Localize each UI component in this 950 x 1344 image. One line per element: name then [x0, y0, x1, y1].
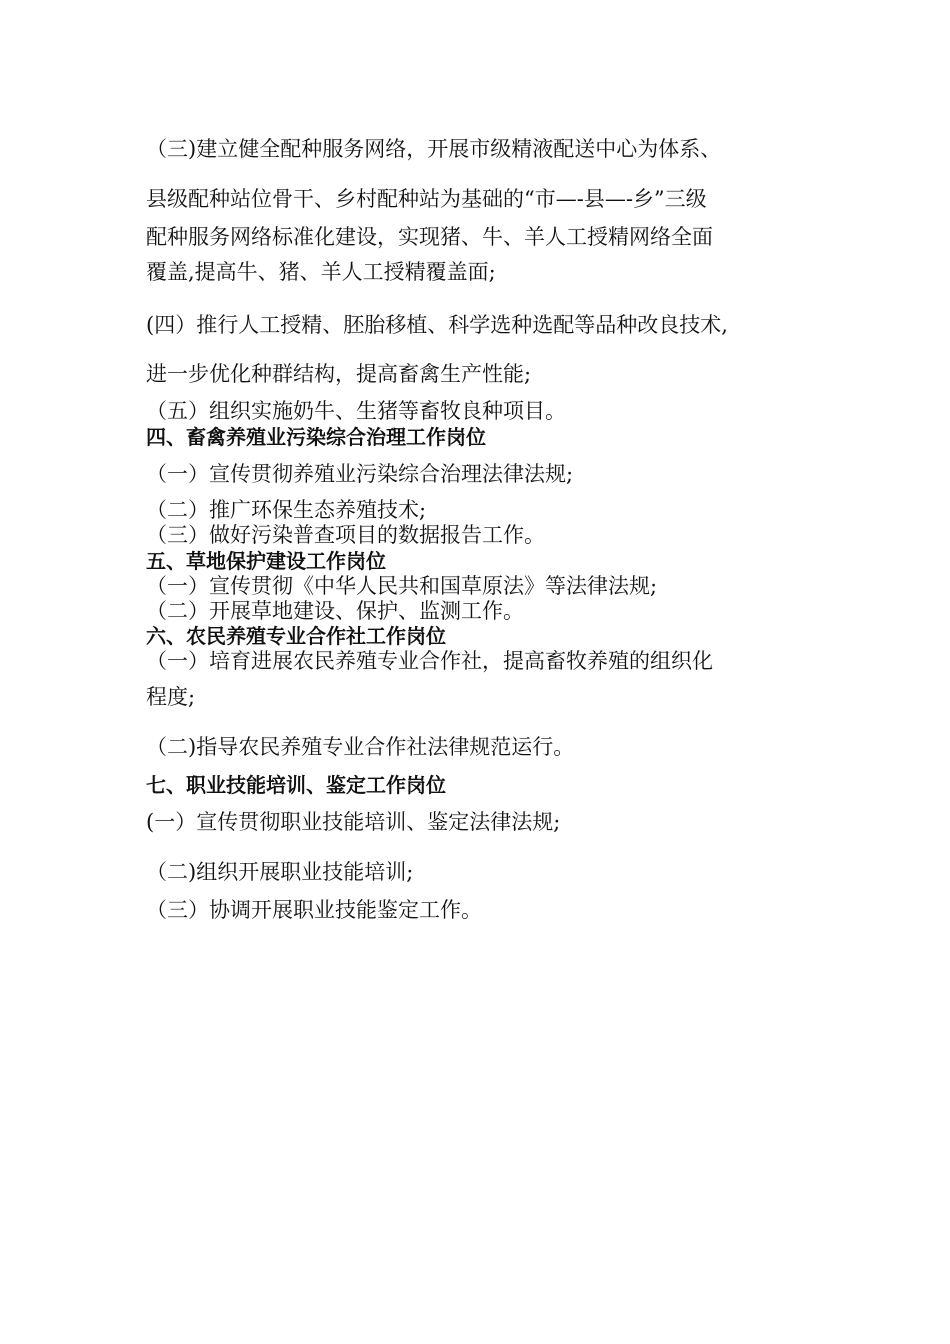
section-7-heading: 七、职业技能培训、鉴定工作岗位	[146, 773, 446, 797]
section-5-item-1: （一）宣传贯彻《中华人民共和国草原法》等法律法规;	[146, 574, 658, 598]
item-3-line-2: 县级配种站位骨干、乡村配种站为基础的“市—-县—-乡”三级	[146, 187, 707, 211]
section-6-item-1-line-1: （一）培育进展农民养殖专业合作社，提高畜牧养殖的组织化	[146, 649, 713, 673]
section-5-item-2: （二）开展草地建设、保护、监测工作。	[146, 599, 524, 623]
item-4-line-2: 进一步优化种群结构，提高畜禽生产性能;	[146, 362, 532, 386]
section-4-item-3: （三）做好污染普查项目的数据报告工作。	[146, 523, 545, 547]
section-6-item-2: （二)指导农民养殖专业合作社法律规范运行。	[146, 735, 575, 759]
section-4-item-1: （一）宣传贯彻养殖业污染综合治理法律法规;	[146, 462, 574, 486]
section-7-item-3: （三）协调开展职业技能鉴定工作。	[146, 898, 482, 922]
section-6-item-1-line-2: 程度;	[146, 685, 196, 709]
item-3-line-3: 配种服务网络标准化建设，实现猪、牛、羊人工授精网络全面	[146, 225, 713, 249]
section-7-item-1: (一）宣传贯彻职业技能培训、鉴定法律法规;	[146, 810, 561, 834]
section-7-item-2: （二)组织开展职业技能培训;	[146, 860, 414, 884]
section-4-heading: 四、畜禽养殖业污染综合治理工作岗位	[146, 425, 486, 449]
section-4-item-2: （二）推广环保生态养殖技术;	[146, 498, 427, 522]
item-3-line-4: 覆盖,提高牛、猪、羊人工授精覆盖面;	[146, 260, 496, 284]
item-3-line-1: （三)建立健全配种服务网络，开展市级精液配送中心为体系、	[146, 137, 722, 161]
section-5-heading: 五、草地保护建设工作岗位	[146, 549, 386, 573]
item-4-line-1: (四）推行人工授精、胚胎移植、科学选种选配等品种改良技术,	[146, 313, 728, 337]
section-6-heading: 六、农民养殖专业合作社工作岗位	[146, 624, 446, 648]
item-5: （五）组织实施奶牛、生猪等畜牧良种项目。	[146, 399, 566, 423]
